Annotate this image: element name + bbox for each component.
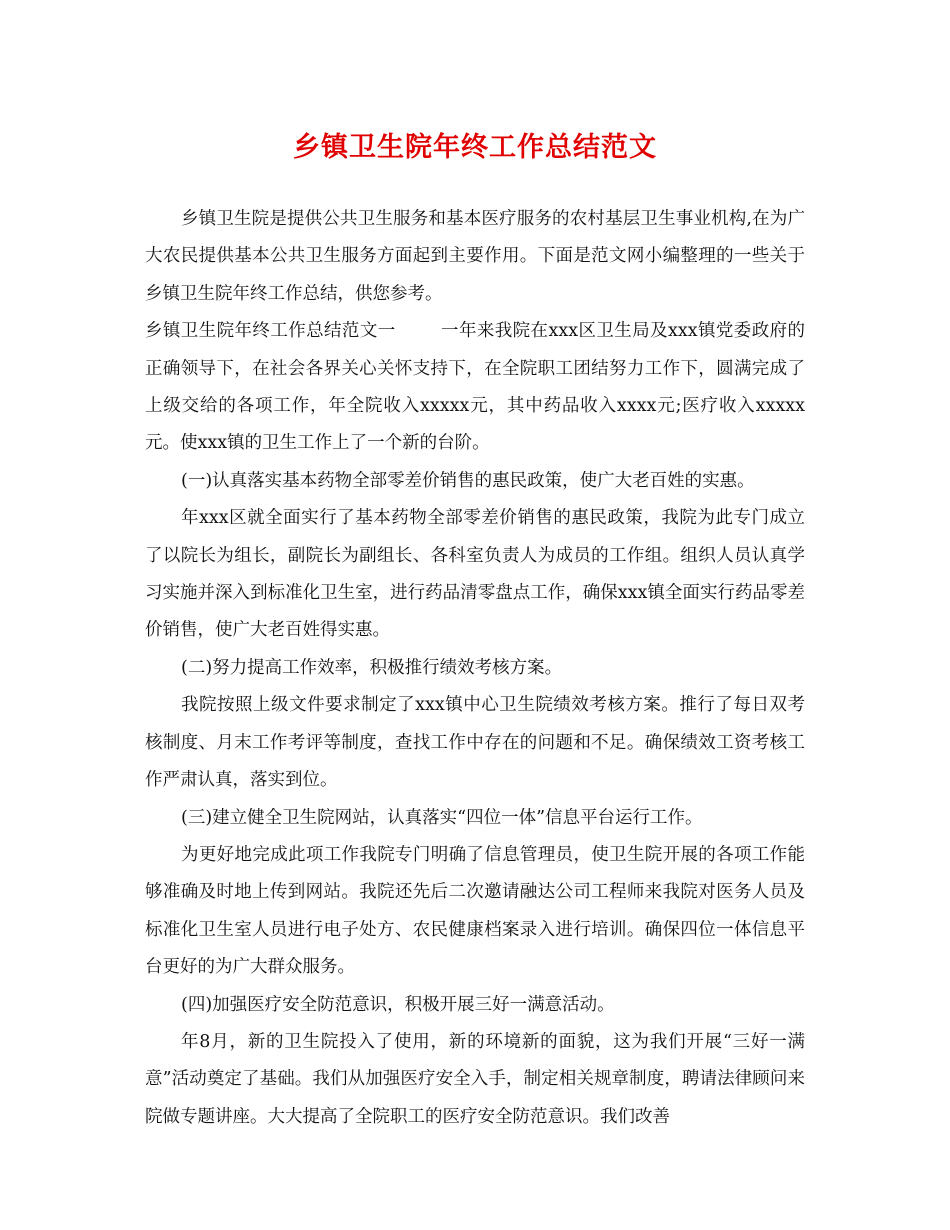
subheading-2: (二)努力提高工作效率，积极推行绩效考核方案。 [181,657,563,678]
subheading-3: (三)建立健全卫生院网站，认真落实“四位一体”信息平台运行工作。 [181,807,703,828]
subheading-4: (四)加强医疗安全防范意识，积极开展三好一满意活动。 [181,994,615,1015]
section-heading: 乡镇卫生院年终工作总结范文一 [145,321,396,342]
body-paragraph-4: 年8月，新的卫生院投入了使用，新的环境新的面貌，这为我们开展“三好一满意”活动奠定了基础。我们从加强医疗安全入手，制定相关规章制度，聘请法律顾问来院做专题讲座。大大提高了全院职工的医疗安全防范意识。我们改善 [145,1031,805,1127]
body-paragraph-2: 我院按照上级文件要求制定了xxx镇中心卫生院绩效考核方案。推行了每日双考核制度、月末工作考评等制度，查找工作中存在的问题和不足。确保绩效工资考核工作严肃认真，落实到位。 [145,695,805,791]
section-lead: 一年来我院在xxx区卫生局及xxx镇党委政府的正确领导下，在社会各界关心关怀支持下，在全院职工团结努力工作下，圆满完成了上级交给的各项工作，年全院收入xxxxx元，其中药品收入xxxx元;医疗收入xxxxx元。使xxx镇的卫生工作上了一个新的台阶。 [145,321,806,454]
intro-paragraph: 乡镇卫生院是提供公共卫生服务和基本医疗服务的农村基层卫生事业机构,在为广大农民提供基本公共卫生服务方面起到主要作用。下面是范文网小编整理的一些关于乡镇卫生院年终工作总结，供您参考。 [145,209,805,304]
subheading-1: (一)认真落实基本药物全部零差价销售的惠民政策，使广大老百姓的实惠。 [181,470,755,491]
section-paragraph [145,313,805,463]
body-paragraph-1: 年xxx区就全面实行了基本药物全部零差价销售的惠民政策，我院为此专门成立了以院长为组长，副院长为副组长、各科室负责人为成员的工作组。组织人员认真学习实施并深入到标准化卫生室，进行药品清零盘点工作，确保xxx镇全面实行药品零差价销售，使广大老百姓得实惠。 [145,508,805,641]
document-body [145,201,805,1136]
document-title: 乡镇卫生院年终工作总结范文 [293,132,657,163]
body-paragraph-3: 为更好地完成此项工作我院专门明确了信息管理员，使卫生院开展的各项工作能够准确及时地上传到网站。我院还先后二次邀请融达公司工程师来我院对医务人员及标准化卫生室人员进行电子处方、农民健康档案录入进行培训。确保四位一体信息平台更好的为广大群众服务。 [145,844,805,978]
